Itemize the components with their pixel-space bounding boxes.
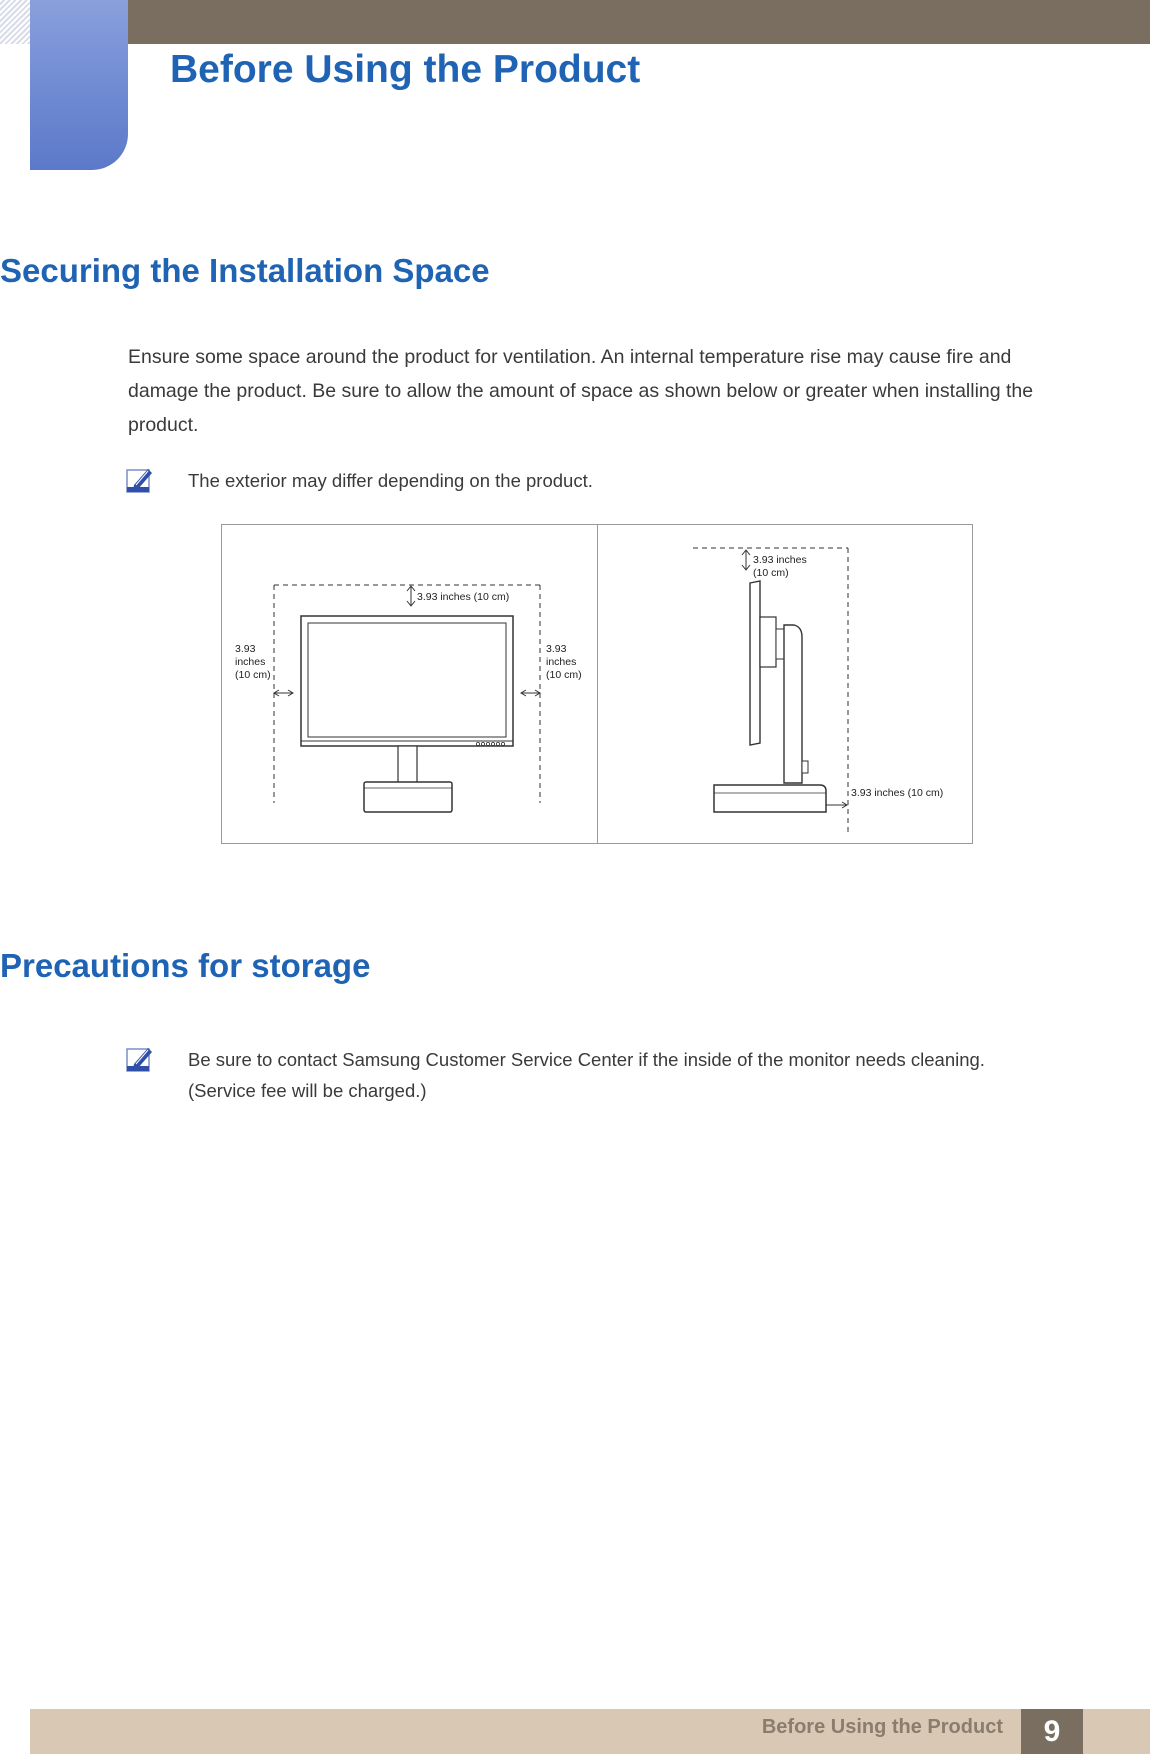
- note-pencil-icon: [126, 465, 156, 495]
- front-view-drawing: [222, 525, 597, 843]
- front-right-label-line3: (10 cm): [546, 669, 582, 681]
- front-left-label-line2: inches: [235, 656, 266, 668]
- section-heading-installation: Securing the Installation Space: [0, 252, 490, 289]
- front-right-label-line1: 3.93: [546, 643, 567, 655]
- front-view-panel: [222, 525, 598, 843]
- note-storage-line1: Be sure to contact Samsung Customer Service Center if the inside of the monitor needs cleaning.: [188, 1049, 985, 1070]
- front-left-label-line1: 3.93: [235, 643, 256, 655]
- side-top-clearance-label: [753, 554, 807, 580]
- page-number: 9: [1021, 1709, 1083, 1754]
- side-top-label-line1: 3.93 inches: [753, 554, 807, 566]
- footer-chapter-title: Before Using the Product: [761, 1716, 1003, 1738]
- front-right-label-line2: inches: [546, 656, 577, 668]
- installation-paragraph: Ensure some space around the product for ventilation. An internal temperature rise may cause fire and damage the product. Be sure to allow the amount of space as shown below or greater when installing the product.: [128, 346, 1034, 436]
- header-bar: [0, 0, 1150, 44]
- front-left-label-line3: (10 cm): [235, 669, 271, 681]
- side-back-clearance-label: 3.93 inches (10 cm): [851, 787, 944, 799]
- chapter-tab: [30, 0, 128, 170]
- side-top-label-line2: (10 cm): [753, 567, 789, 579]
- section-heading-storage: Precautions for storage: [0, 947, 371, 984]
- note-pencil-icon: [126, 1044, 156, 1074]
- header-hatch-decoration: [0, 0, 30, 44]
- installation-space-figure: [221, 524, 973, 844]
- front-left-clearance-label: [235, 643, 271, 682]
- note-exterior-text: The exterior may differ depending on the product.: [188, 470, 593, 491]
- note-storage-line2: (Service fee will be charged.): [188, 1080, 427, 1101]
- front-top-clearance-label: 3.93 inches (10 cm): [417, 591, 510, 603]
- side-view-panel: [598, 525, 972, 843]
- note-storage-text: [188, 1044, 1068, 1106]
- front-right-clearance-label: [546, 643, 582, 682]
- chapter-title: Before Using the Product: [170, 48, 641, 91]
